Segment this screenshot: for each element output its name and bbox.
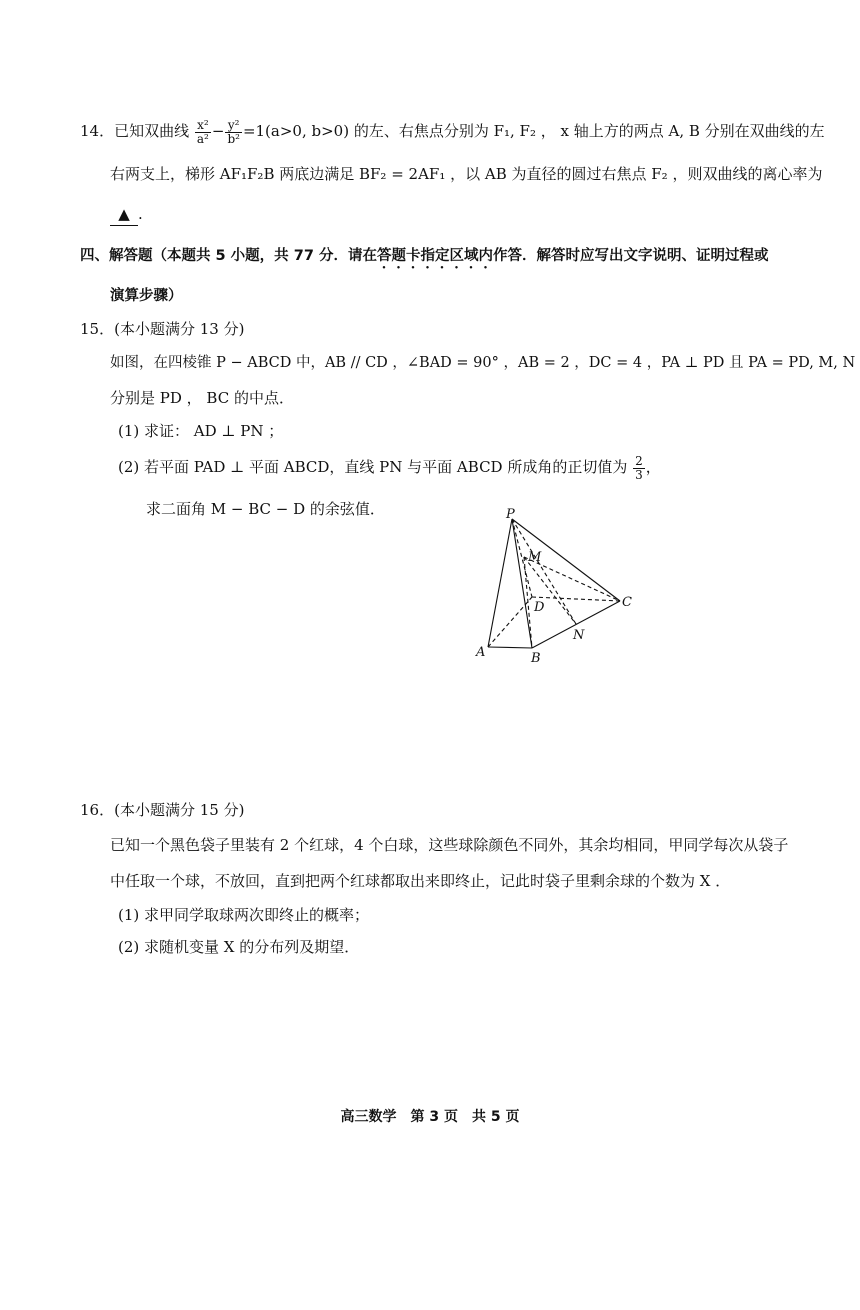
- section4-heading-line-1: 四、解答题（本题共 5 小题，共 77 分．请在答题卡指定区域内作答．解答时应写出文字说明、证明过程或: [80, 248, 769, 264]
- label-P: P: [506, 507, 515, 522]
- q16-line-2: 中任取一个球，不放回，直到把两个红球都取出来即终止，记此时袋子里剩余球的个数为 X ．: [110, 872, 731, 890]
- edge-MN: [524, 557, 576, 624]
- label-N: N: [573, 628, 585, 643]
- label-M: M: [528, 550, 542, 565]
- q14-line-3: ▲ .: [110, 203, 143, 226]
- q15-part-2: (2) 若平面 PAD ⊥ 平面 ABCD，直线 PN 与平面 ABCD 所成角的正切值为 $\frac{2}{3}$ ，: [118, 453, 661, 482]
- q14-line-2: 右两支上，梯形 AF₁F₂B 两底边满足 BF₂ = 2AF₁ ，以 AB 为直径的圆过右焦点 F₂ ，则双曲线的离心率为: [110, 165, 823, 183]
- q16-part-2: (2) 求随机变量 X 的分布列及期望．: [118, 938, 360, 956]
- edge-PA: [488, 519, 512, 647]
- q16-part-1: (1) 求甲同学取球两次即终止的概率；: [118, 906, 370, 924]
- fraction-x2-a2: $\frac{\text{x²}}{\text{a²}}$: [196, 117, 209, 146]
- q15-header: 15．(本小题满分 13 分): [80, 320, 245, 338]
- edge-AB: [488, 647, 532, 648]
- q14-number: 14．: [80, 122, 115, 140]
- page-footer: 高三数学 第 3 页 共 5 页: [340, 1109, 520, 1125]
- label-D: D: [534, 600, 545, 615]
- label-B: B: [531, 651, 541, 666]
- q15-line-1: 如图，在四棱锥 P − ABCD 中，AB // CD ，∠BAD = 90° ，AB = 2 ，DC = 4 ，PA ⊥ PD 且 PA = PD, M, N: [110, 355, 856, 371]
- fraction-y2-b2: $\frac{\text{y²}}{\text{b²}}$: [227, 117, 240, 146]
- answer-blank: ▲: [110, 203, 138, 226]
- fraction-2-3: $\frac{2}{3}$: [635, 453, 643, 482]
- label-C: C: [622, 595, 632, 610]
- section4-heading-line-2: 演算步骤）: [110, 288, 183, 304]
- pyramid-figure: [470, 505, 640, 670]
- emphasized-text: 答题卡指定区域内: [376, 248, 493, 264]
- q16-header: 16．(本小题满分 15 分): [80, 801, 245, 819]
- q15-part-1: (1) 求证： AD ⊥ PN ；: [118, 422, 284, 440]
- edge-AD: [488, 597, 532, 647]
- q14-line-1: 14．已知双曲线 $\frac{\text{x²}}{\text{a²}}$ − $\frac{\text{y²}}{\text{b²}}$ =1(a>0, b>0) 的左、右焦点分别为 F₁, F₂ ， x 轴上方的两点 A, B 分别在双曲线的左: [80, 117, 825, 146]
- label-A: A: [476, 645, 486, 660]
- q15-line-2: 分别是 PD ， BC 的中点．: [110, 389, 294, 407]
- edge-DC: [532, 597, 620, 601]
- q16-line-1: 已知一个黑色袋子里装有 2 个红球，4 个白球，这些球除颜色不同外，其余均相同，甲同学每次从袋子: [110, 836, 789, 854]
- q15-part-2-cont: 求二面角 M − BC − D 的余弦值．: [146, 500, 385, 518]
